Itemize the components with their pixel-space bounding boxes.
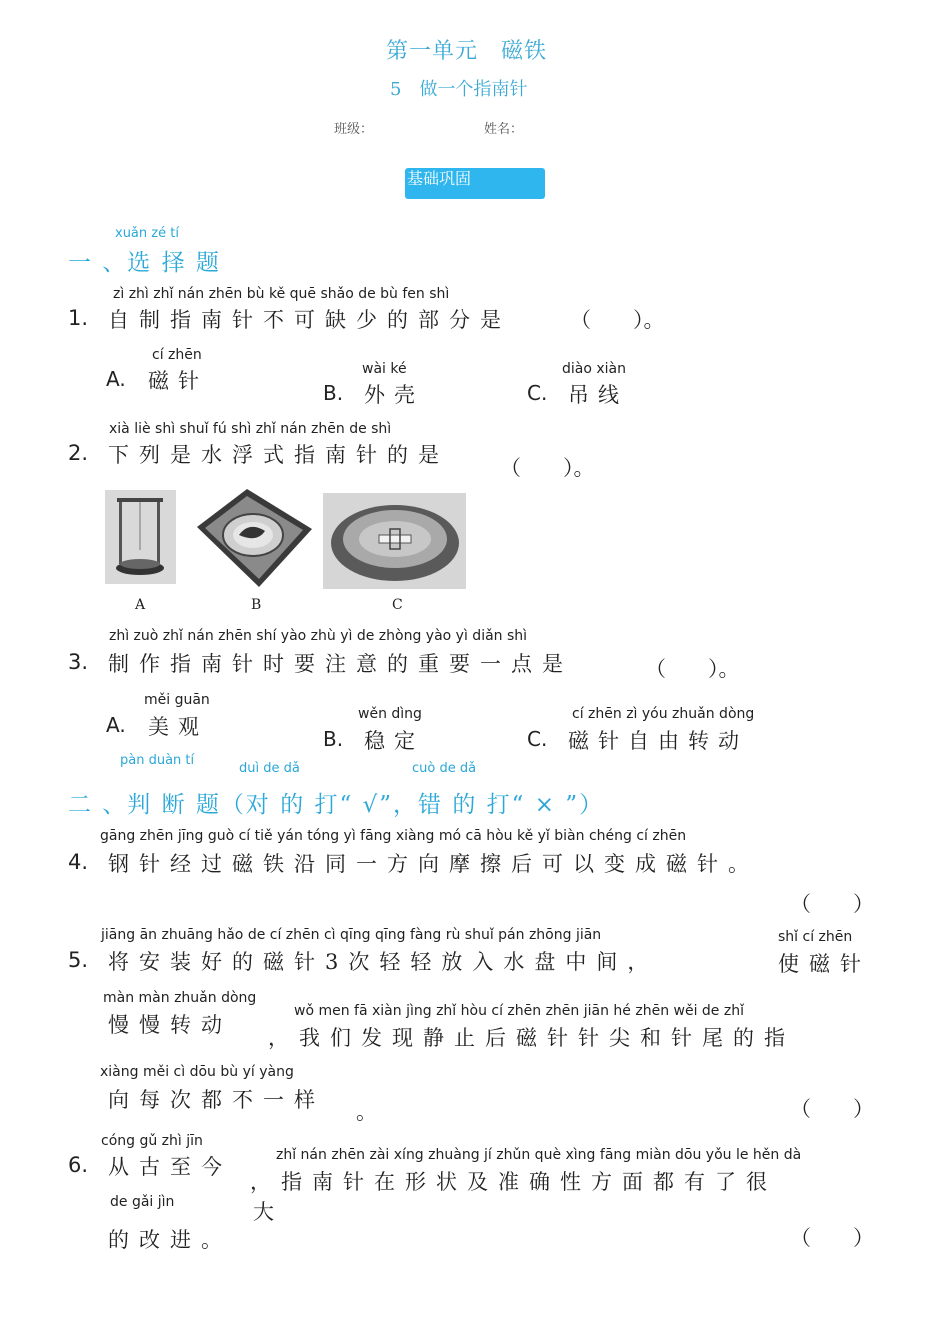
- q5-pinyin-3: xiàng měi cì dōu bù yí yàng: [100, 1064, 294, 1080]
- q5-answer-paren[interactable]: （ ）: [790, 1097, 874, 1121]
- q2-pinyin: xià liè shì shuǐ fú shì zhǐ nán zhēn de shì: [109, 421, 392, 437]
- q5-text-3b: 。: [356, 1100, 387, 1124]
- q3-text: 制作指南针时要注意的重要一点是: [108, 652, 573, 676]
- q5-pinyin-1: jiāng ān zhuāng hǎo de cí zhēn cì qīng qīng fàng rù shuǐ pán zhōng jiān: [101, 927, 602, 943]
- q3-option-b-label[interactable]: B.: [323, 727, 344, 751]
- q6-pinyin-1: cóng gǔ zhì jīn: [101, 1133, 203, 1149]
- q4-number: 4.: [68, 850, 89, 874]
- class-label: 班级：: [334, 122, 374, 137]
- q5-pinyin-2b: wǒ men fā xiàn jìng zhǐ hòu cí zhēn zhēn jiān hé zhēn wěi de zhǐ: [294, 1003, 744, 1019]
- q6-answer-paren[interactable]: （ ）: [790, 1226, 874, 1250]
- section2-pinyin-2: duì de dǎ: [239, 761, 300, 776]
- q4-text: 钢针经过磁铁沿同一方向摩擦后可以变成磁针。: [108, 852, 759, 876]
- q3-option-b-text[interactable]: 稳定: [364, 729, 424, 753]
- q2-answer-paren[interactable]: （ ）。: [500, 456, 595, 480]
- q4-answer-paren[interactable]: （ ）: [790, 892, 874, 916]
- q1-option-b-text[interactable]: 外壳: [364, 383, 424, 407]
- section2-pinyin-3: cuò de dǎ: [412, 761, 477, 776]
- q1-answer-paren[interactable]: （ ）。: [570, 308, 665, 332]
- q5-text-2b: ，我们发现静止后磁针针尖和针尾的指: [268, 1026, 795, 1050]
- q3-pinyin: zhì zuò zhǐ nán zhēn shí yào zhù yì de zhòng yào yì diǎn shì: [109, 628, 528, 644]
- q3-answer-paren[interactable]: （ ）。: [645, 657, 740, 681]
- q6-text-1: 从古至今: [108, 1155, 232, 1179]
- q6-pinyin-2: de gǎi jìn: [110, 1194, 175, 1210]
- q3-number: 3.: [68, 650, 89, 674]
- compass-image-a[interactable]: [105, 490, 176, 584]
- image-c-caption: C: [392, 597, 403, 613]
- q3-option-c-label[interactable]: C.: [527, 727, 548, 751]
- q6-text-2: 的改进。: [108, 1228, 232, 1252]
- q1-option-b-pinyin: wài ké: [362, 361, 407, 377]
- q1-option-a-text[interactable]: 磁针: [148, 369, 208, 393]
- q1-option-b-label[interactable]: B.: [323, 381, 344, 405]
- q3-option-c-pinyin: cí zhēn zì yóu zhuǎn dòng: [572, 706, 755, 722]
- q3-option-c-text[interactable]: 磁针自由转动: [568, 729, 748, 753]
- q3-option-a-label[interactable]: A.: [106, 713, 126, 737]
- q5-text-1: 将安装好的磁针3次轻轻放入水盘中间，: [108, 950, 659, 974]
- section2-title: 二 、判 断 题（对 的 打“ √”，错 的 打“ × ”）: [68, 792, 605, 818]
- q1-option-a-label[interactable]: A.: [106, 367, 126, 391]
- q5-text-2: 慢慢转动: [108, 1013, 232, 1037]
- q1-option-a-pinyin: cí zhēn: [152, 347, 202, 363]
- section2-pinyin-1: pàn duàn tí: [120, 753, 195, 768]
- q6-text-1b: ，指南针在形状及准确性方面都有了很: [250, 1170, 777, 1194]
- page-title: 第一单元 磁铁: [386, 39, 548, 64]
- q1-text: 自制指南针不可缺少的部分是: [108, 308, 511, 332]
- q5-text-3: 向每次都不一样: [108, 1088, 325, 1112]
- q5-pinyin-2: màn màn zhuǎn dòng: [103, 990, 257, 1006]
- q2-number: 2.: [68, 441, 89, 465]
- q1-number: 1.: [68, 306, 89, 330]
- q3-option-a-text[interactable]: 美观: [148, 715, 208, 739]
- compass-image-b[interactable]: [187, 487, 317, 590]
- q5-text-1b: 使磁针: [778, 952, 871, 976]
- section1-pinyin: xuǎn zé tí: [115, 226, 179, 241]
- q1-option-c-text[interactable]: 吊线: [568, 383, 628, 407]
- q3-option-a-pinyin: měi guān: [144, 692, 210, 708]
- q2-text: 下列是水浮式指南针的是: [108, 443, 449, 467]
- image-b-caption: B: [251, 597, 262, 613]
- image-a-caption: A: [135, 597, 146, 613]
- q3-option-b-pinyin: wěn dìng: [358, 706, 422, 722]
- section-badge: 基础巩固: [405, 168, 545, 199]
- q1-pinyin: zì zhì zhǐ nán zhēn bù kě quē shǎo de bù fen shì: [113, 286, 450, 302]
- compass-image-c[interactable]: [323, 493, 466, 589]
- q1-option-c-label[interactable]: C.: [527, 381, 548, 405]
- q6-text-1c: 大: [253, 1200, 284, 1224]
- q6-pinyin-1b: zhǐ nán zhēn zài xíng zhuàng jí zhǔn què xìng fāng miàn dōu yǒu le hěn dà: [276, 1147, 802, 1163]
- q1-option-c-pinyin: diào xiàn: [562, 361, 626, 377]
- q5-number: 5.: [68, 948, 89, 972]
- q6-number: 6.: [68, 1153, 89, 1177]
- lesson-title: 5 做一个指南针: [390, 79, 528, 100]
- name-label: 姓名：: [484, 122, 524, 137]
- section1-title: 一 、选 择 题: [68, 250, 221, 276]
- q5-pinyin-1b: shǐ cí zhēn: [778, 929, 853, 945]
- q4-pinyin: gāng zhēn jīng guò cí tiě yán tóng yì fāng xiàng mó cā hòu kě yǐ biàn chéng cí zhēn: [100, 828, 687, 844]
